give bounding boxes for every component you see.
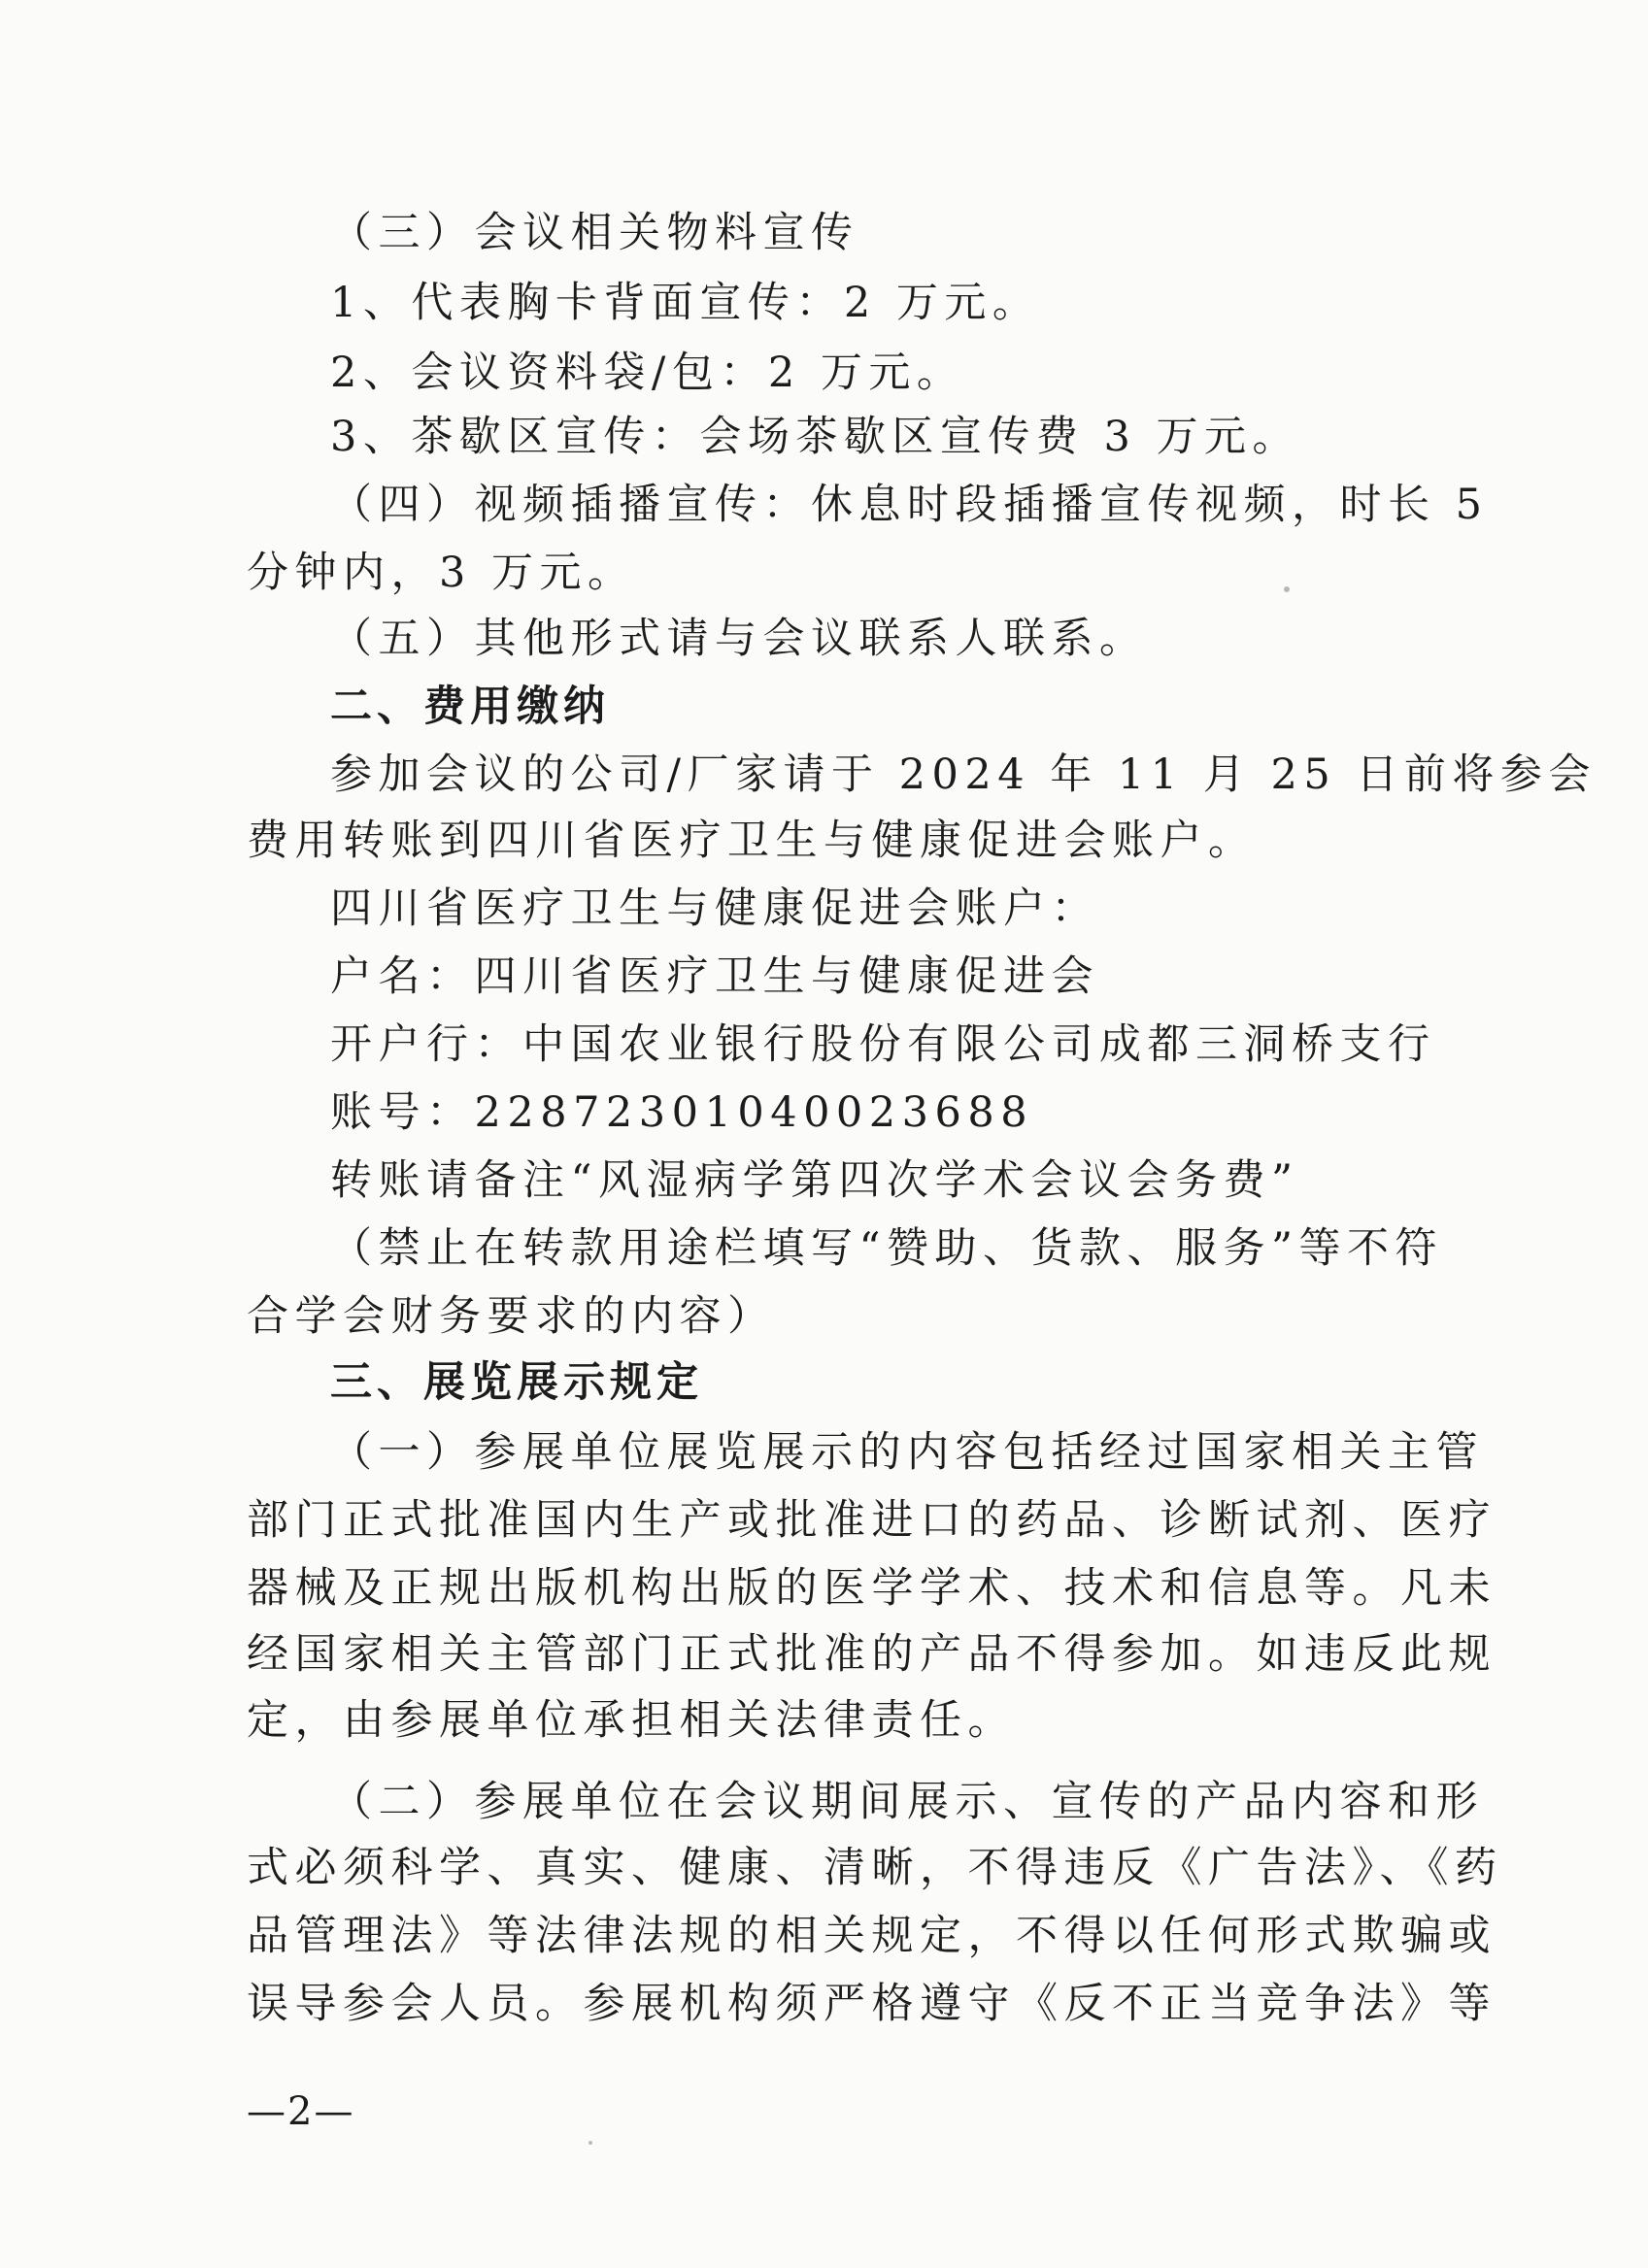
rule2-line2: 式必须科学、真实、健康、清晰，不得违反《广告法》、《药 [247,1844,1503,1892]
rule2-line4: 误导参会人员。参展机构须严格遵守《反不正当竞争法》等 [247,1980,1497,2028]
section-video-promo-cont: 分钟内，3 万元。 [247,549,636,597]
account-name: 户名：四川省医疗卫生与健康促进会 [330,952,1099,1001]
rule1-line2: 部门正式批准国内生产或批准进口的药品、诊断试剂、医疗 [247,1496,1497,1545]
section-other-forms: （五）其他形式请与会议联系人联系。 [330,615,1148,663]
transfer-warning-line1: （禁止在转款用途栏填写“赞助、货款、服务”等不符 [330,1224,1443,1273]
heading-exhibition-rules: 三、展览展示规定 [330,1358,703,1407]
transfer-remark: 转账请备注“风湿病学第四次学术会议会务费” [330,1156,1299,1205]
rule2-line1: （二）参展单位在会议期间展示、宣传的产品内容和形 [330,1778,1484,1826]
transfer-warning-line2: 合学会财务要求的内容） [247,1292,776,1341]
item-bag-promo: 2、会议资料袋/包：2 万元。 [330,349,965,397]
section-heading-materials: （三）会议相关物料宣传 [330,209,859,257]
heading-fee-payment: 二、费用缴纳 [330,683,610,731]
page-number: —2— [247,2089,355,2134]
section-video-promo: （四）视频插播宣传：休息时段插播宣传视频，时长 5 [330,481,1489,529]
fee-paragraph-line1: 参加会议的公司/厂家请于 2024 年 11 月 25 日前将参会 [330,750,1597,799]
item-badge-promo: 1、代表胸卡背面宣传：2 万元。 [330,279,1041,327]
rule1-line4: 经国家相关主管部门正式批准的产品不得参加。如违反此规 [247,1630,1497,1679]
scan-speck [589,2141,592,2145]
account-bank: 开户行：中国农业银行股份有限公司成都三洞桥支行 [330,1020,1436,1069]
rule1-line5: 定，由参展单位承担相关法律责任。 [247,1696,1016,1745]
item-tea-area-promo: 3、茶歇区宣传：会场茶歇区宣传费 3 万元。 [330,413,1301,461]
account-number: 账号：22872301040023688 [330,1088,1034,1137]
rule1-line3: 器械及正规出版机构出版的医学学术、技术和信息等。凡未 [247,1564,1497,1613]
fee-paragraph-line2: 费用转账到四川省医疗卫生与健康促进会账户。 [247,817,1257,865]
rule1-line1: （一）参展单位展览展示的内容包括经过国家相关主管 [330,1428,1484,1477]
account-intro: 四川省医疗卫生与健康促进会账户： [330,884,1099,933]
scan-speck [1284,586,1290,592]
rule2-line3: 品管理法》等法律法规的相关规定，不得以任何形式欺骗或 [247,1912,1497,1960]
